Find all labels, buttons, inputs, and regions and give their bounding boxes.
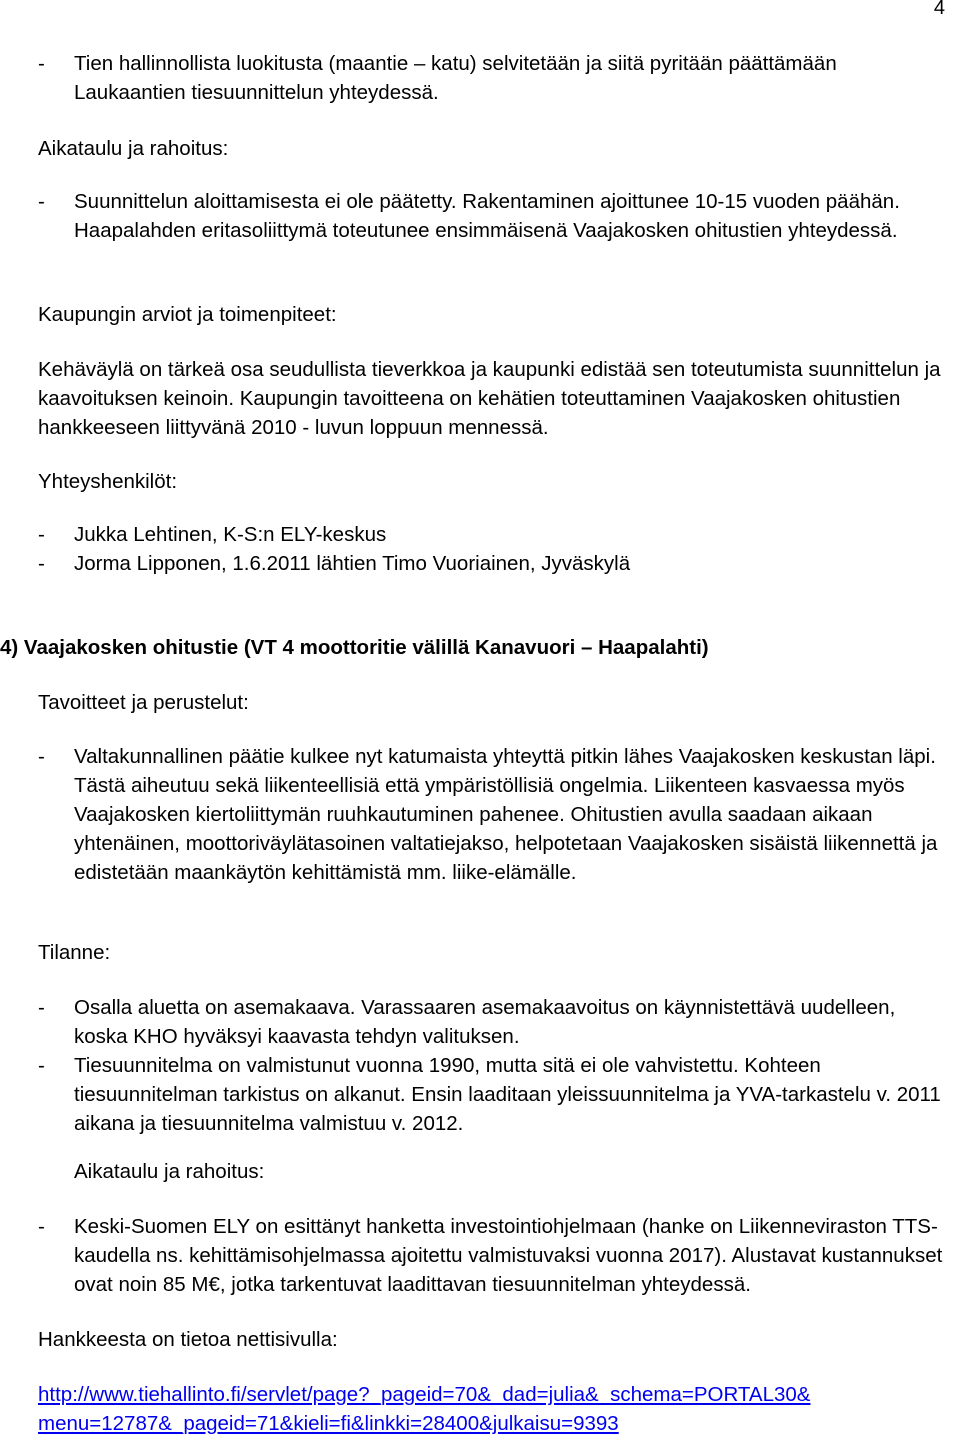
contact-text: Jukka Lehtinen, K-S:n ELY-keskus — [74, 523, 387, 546]
schedule-label: Aikataulu ja rahoitus: — [38, 137, 229, 160]
bullet-dash: - — [38, 745, 45, 768]
bullet-dash: - — [38, 552, 45, 575]
list-item-text: Suunnittelun aloittamisesta ei ole päätetty. Rakentaminen ajoittunee 10-15 vuoden päähän. Haapalahden eritasoliittymä toteutunee ensimmäisenä Vaajakosken ohitustien yhteydessä. — [74, 190, 900, 242]
schedule-label-2: Aikataulu ja rahoitus: — [74, 1160, 265, 1183]
web-label: Hankkeesta on tietoa nettisivulla: — [38, 1328, 338, 1351]
section-heading: 4) Vaajakosken ohitustie (VT 4 moottoritie välillä Kanavuori – Haapalahti) — [0, 636, 709, 659]
list-item-text: Keski-Suomen ELY on esittänyt hanketta investointiohjelmaan (hanke on Liikenneviraston TTS-kaudella ns. kehittämisohjelmassa ajoitettu valmistuvaksi vuonna 2017). Alustavat kustannukset ovat noin 85 M€, jotka tarkentuvat laadittavan tiesuunnitelman yhteydessä. — [74, 1215, 943, 1296]
list-item — [38, 187, 943, 245]
bullet-dash: - — [38, 996, 45, 1019]
list-item — [38, 1212, 943, 1299]
contact-text: Jorma Lipponen, 1.6.2011 lähtien Timo Vuoriainen, Jyväskylä — [74, 552, 631, 575]
top-bullet-list — [38, 49, 943, 107]
list-item-text: Tiesuunnitelma on valmistunut vuonna 1990, mutta sitä ei ole vahvistettu. Kohteen tiesuunnitelman tarkistus on alkanut. Ensin laaditaan yleissuunnitelma ja YVA-tarkastelu v. 2011 aikana ja tiesuunnitelma valmistuu v. 2012. — [74, 1054, 941, 1135]
contacts-list — [38, 520, 943, 578]
contacts-label: Yhteyshenkilöt: — [38, 470, 178, 493]
status-label: Tilanne: — [38, 941, 111, 964]
schedule-list-2 — [38, 1212, 943, 1299]
project-url-line-2[interactable]: menu=12787&_pageid=71&kieli=fi&linkki=28400&julkaisu=9393 — [38, 1412, 619, 1435]
page-number: 4 — [933, 0, 945, 19]
city-label: Kaupungin arviot ja toimenpiteet: — [38, 303, 337, 326]
list-item — [38, 742, 943, 887]
list-item — [38, 993, 943, 1051]
list-item-text: Tien hallinnollista luokitusta (maantie – katu) selvitetään ja siitä pyritään päättämään Laukaantien tiesuunnittelun yhteydessä. — [74, 52, 837, 104]
project-url-line-1[interactable]: http://www.tiehallinto.fi/servlet/page?_pageid=70&_dad=julia&_schema=PORTAL30& — [38, 1383, 811, 1406]
list-item — [38, 520, 943, 549]
city-paragraph: Kehäväylä on tärkeä osa seudullista tieverkkoa ja kaupunki edistää sen toteutumista suunnittelun ja kaavoituksen keinoin. Kaupungin tavoitteena on kehätien toteuttaminen Vaajakosken ohitustien hankkeeseen liittyvänä 2010 - luvun loppuun mennessä. — [38, 358, 941, 439]
bullet-dash: - — [38, 190, 45, 213]
bullet-dash: - — [38, 52, 45, 75]
list-item — [38, 1051, 943, 1138]
list-item-text: Valtakunnallinen päätie kulkee nyt katumaista yhteyttä pitkin lähes Vaajakosken keskustan läpi. Tästä aiheutuu sekä liikenteellisiä että ympäristöllisiä ongelmia. Liikenteen kasvaessa myös Vaajakosken kiertoliittymän ruuhkautuminen pahenee. Ohitustien avulla saadaan aikaan yhtenäinen, moottoriväylätasoinen valtatiejakso, helpotetaan Vaajakosken sisäistä liikennettä ja edistetään maankäytön kehittämistä mm. liike-elämälle. — [74, 745, 938, 884]
list-item-text: Osalla aluetta on asemakaava. Varassaaren asemakaavoitus on käynnistettävä uudelleen, koska KHO hyväksyi kaavasta tehdyn valituksen. — [74, 996, 896, 1048]
project-link[interactable] — [38, 1380, 953, 1438]
bullet-dash: - — [38, 1215, 45, 1238]
goals-list — [38, 742, 943, 887]
bullet-dash: - — [38, 1054, 45, 1077]
status-list — [38, 993, 943, 1138]
list-item — [38, 549, 943, 578]
goals-label: Tavoitteet ja perustelut: — [38, 691, 249, 714]
list-item — [38, 49, 943, 107]
schedule-list — [38, 187, 943, 245]
bullet-dash: - — [38, 523, 45, 546]
